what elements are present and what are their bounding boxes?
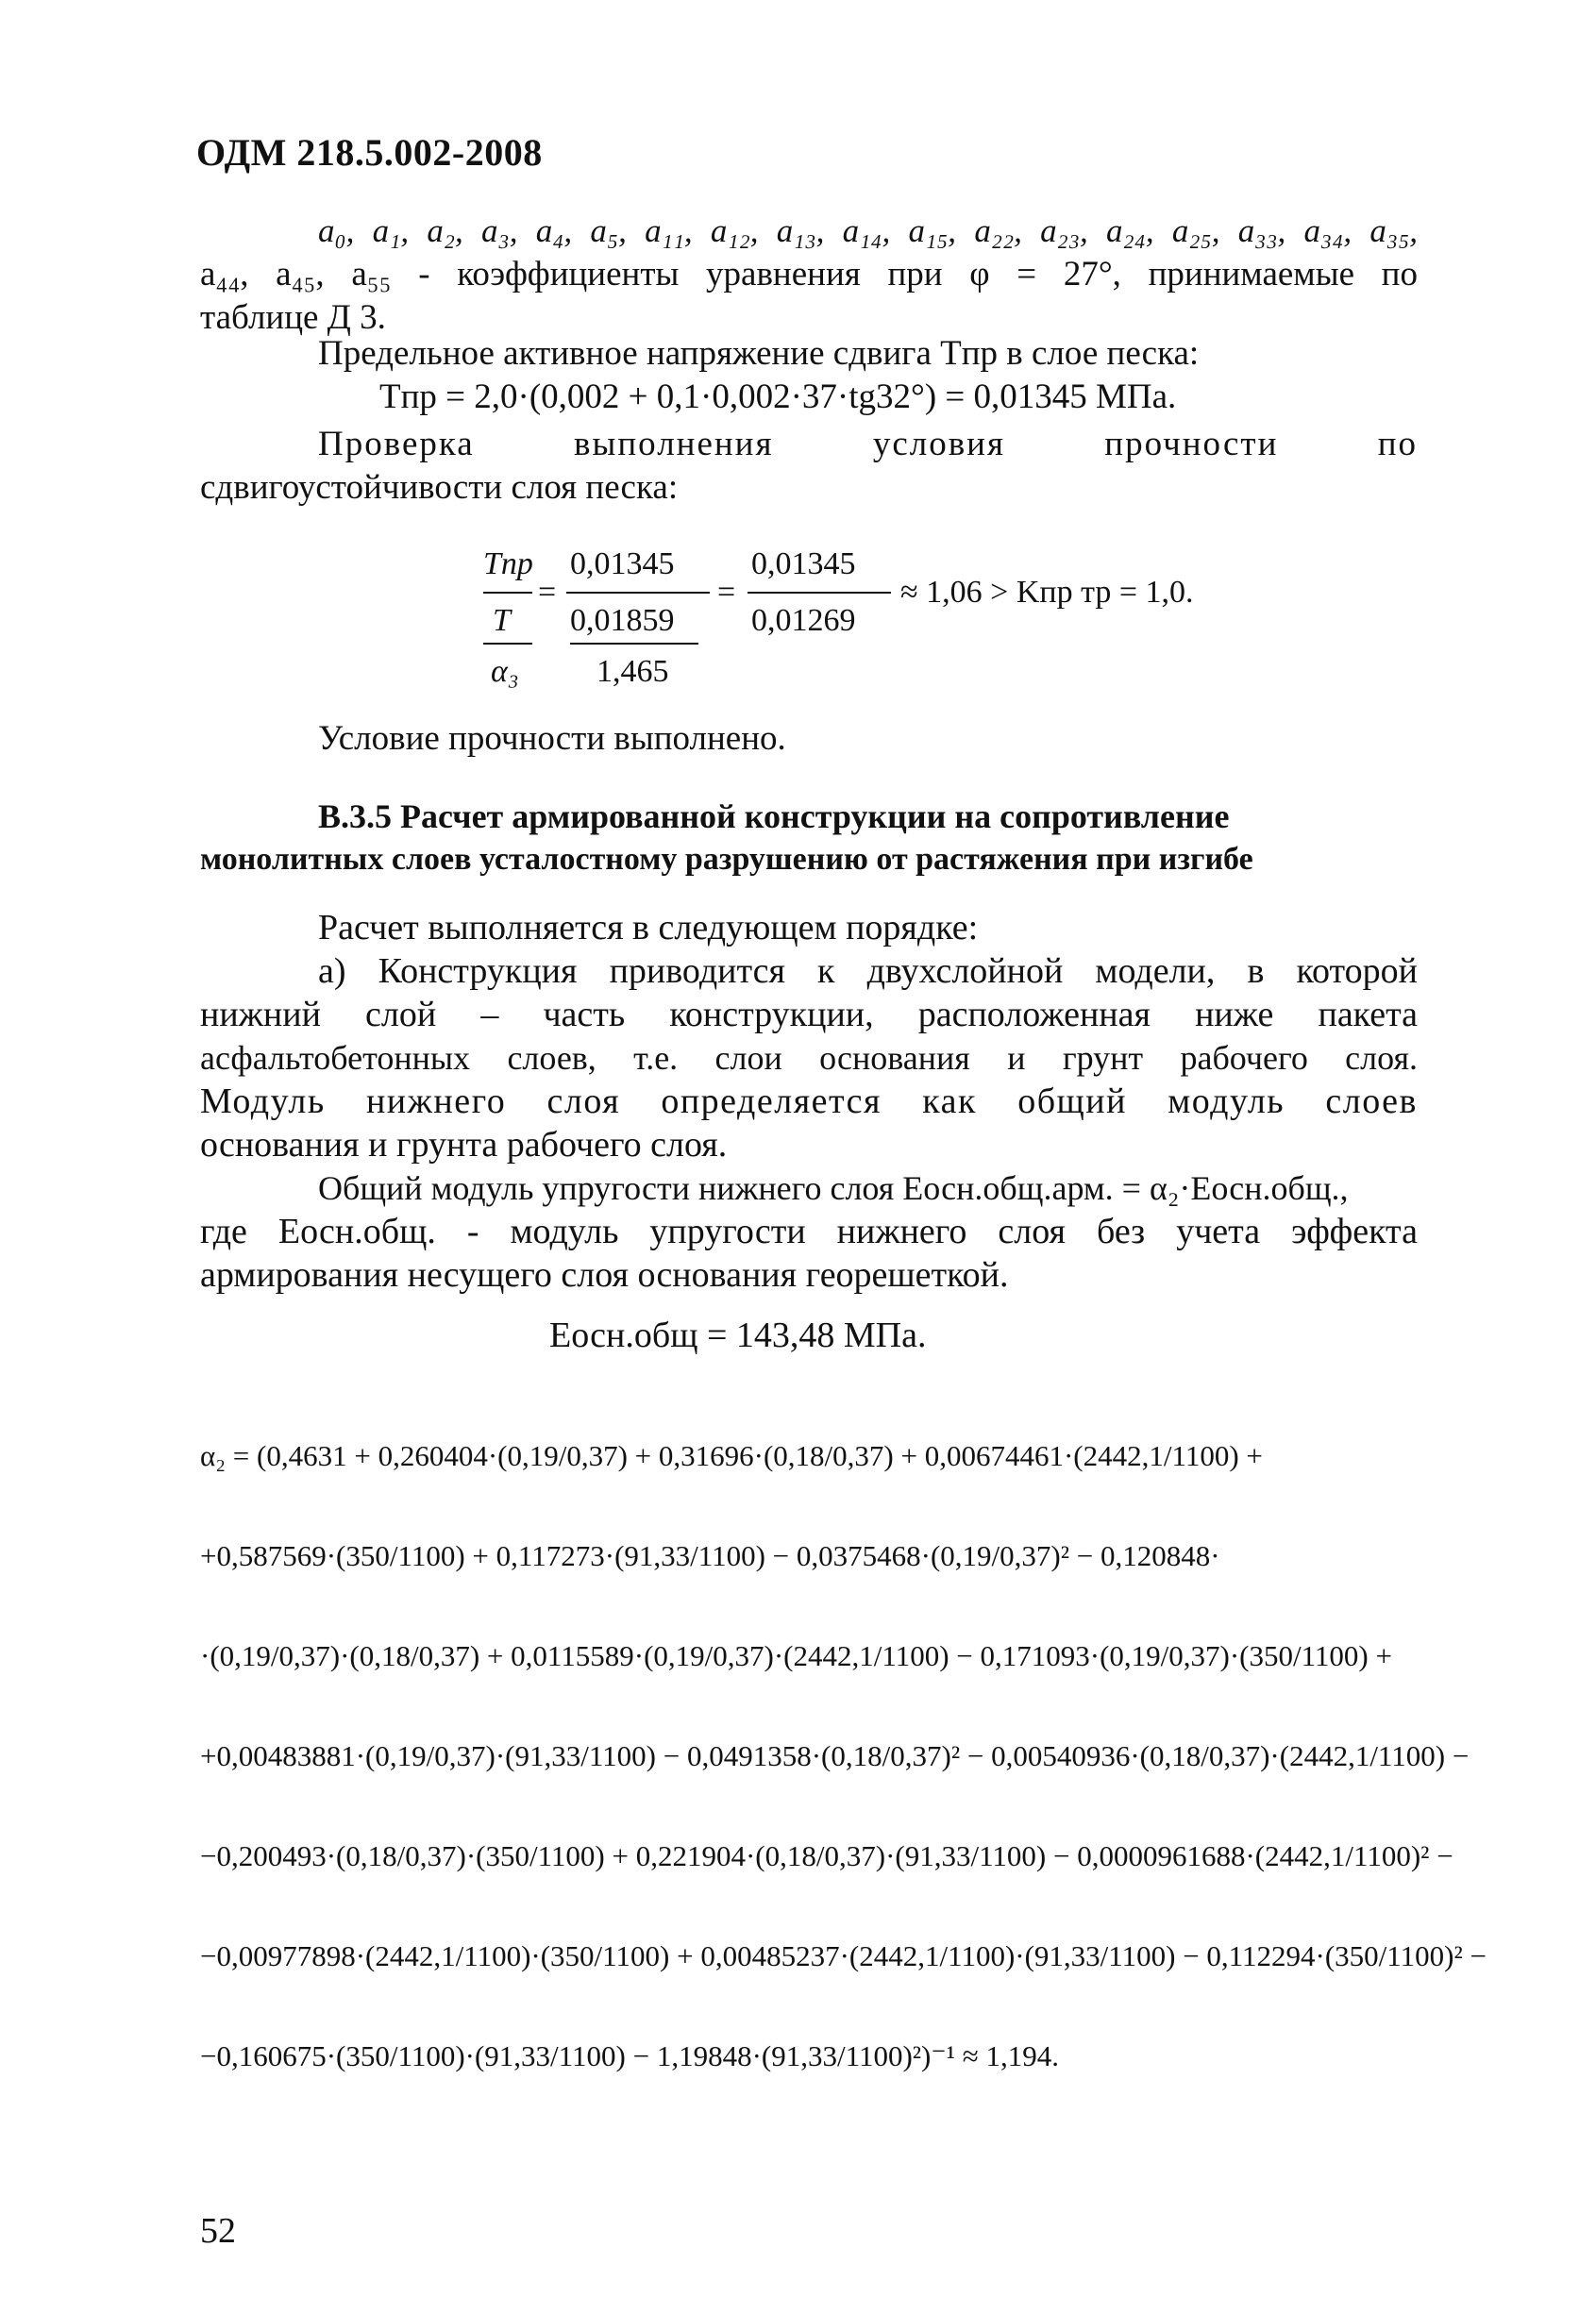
alpha-equation (200, 1406, 1487, 2106)
body-paragraph-2-line-3: асфальтобетонных слоев, т.е. слои основания и грунт рабочего слоя. (200, 1039, 1418, 1077)
document-header: ОДМ 218.5.002-2008 (196, 131, 543, 174)
strength-ratio-equation (200, 540, 1418, 700)
alpha-equation-line-1: α₂ = (0,4631 + 0,260404·(0,19/0,37) + 0,31696·(0,18/0,37) + 0,00674461·(2442,1/1100) + (200, 1439, 1263, 1472)
coefficients-line-1: a₀, a₁, a₂, a₃, a₄, a₅, a₁₁, a₁₂, a₁₃, a₁₄, a₁₅, a₂₂, a₂₃, a₂₄, a₂₅, a₃₃, a₃₄, a₃₅, (318, 212, 1418, 249)
ratio-den-2: 0,01269 (751, 603, 856, 638)
body-paragraph-1: Расчет выполняется в следующем порядке: (318, 908, 979, 947)
coefficients-paragraph (200, 210, 1418, 340)
shear-stress-paragraph (200, 332, 1418, 419)
shear-stress-formula: Tпр = 2,0·(0,002 + 0,1·0,002·37·tg32°) = 0,01345 МПа. (379, 377, 1177, 416)
alpha-equation-line-2: +0,587569·(350/1100) + 0,117273·(91,33/1100) − 0,0375468·(0,19/0,37)² − 0,120848· (200, 1539, 1220, 1572)
condition-satisfied-text (200, 717, 1418, 761)
body-paragraph-3-line-2: где Eосн.общ. - модуль упругости нижнего слоя без учета эффекта (200, 1212, 1418, 1251)
ratio-t: T (493, 603, 511, 638)
coefficients-line-3: таблице Д 3. (200, 298, 386, 337)
svg-text:=: = (717, 575, 736, 610)
body-paragraph-2-line-4: Модуль нижнего слоя определяется как общий модуль слоев (200, 1081, 1418, 1121)
body-paragraph-3-line-3: армирования несущего слоя основания георешеткой. (200, 1255, 1009, 1295)
condition-text: Условие прочности выполнено. (318, 719, 786, 758)
ratio-t-np: Tпр (483, 546, 533, 581)
body-paragraph-3-line-1: Общий модуль упругости нижнего слоя Eосн.общ.арм. = α₂·Eосн.общ., (318, 1169, 1349, 1207)
strength-check-line-2: сдвигоустойчивости слоя песка: (200, 468, 679, 507)
body-text (200, 906, 1418, 1357)
modulus-value: Eосн.общ = 143,48 МПа. (549, 1316, 927, 1355)
alpha-equation-line-7: −0,160675·(350/1100)·(91,33/1100) − 1,19848·(91,33/1100)²)⁻¹ ≈ 1,194. (200, 2039, 1060, 2072)
body-paragraph-2-line-5: основания и грунта рабочего слоя. (200, 1125, 728, 1165)
page-number: 52 (200, 2211, 236, 2251)
alpha-equation-line-3: ·(0,19/0,37)·(0,18/0,37) + 0,0115589·(0,19/0,37)·(2442,1/1100) − 0,171093·(0,19/0,37)·(350/1100) + (200, 1639, 1392, 1672)
alpha-equation-line-5: −0,200493·(0,18/0,37)·(350/1100) + 0,221904·(0,18/0,37)·(91,33/1100) − 0,0000961688·(2442,1/1100)² − (200, 1839, 1453, 1872)
svg-text:=: = (538, 575, 557, 610)
strength-check-line-1: Проверка выполнения условия прочности по (318, 425, 1418, 463)
ratio-a3: α₃ (491, 654, 519, 689)
section-title-line-2: монолитных слоев усталостному разрушению от растяжения при изгибе (200, 842, 1253, 877)
ratio-den-1b: 1,465 (596, 654, 669, 689)
coefficients-line-2: a₄₄, a₄₅, a₅₅ - коэффициенты уравнения при φ = 27°, принимаемые по (200, 255, 1418, 293)
section-title-line-1: В.3.5 Расчет армированной конструкции на сопротивление (318, 797, 1230, 835)
ratio-den-1: 0,01859 (570, 603, 675, 638)
ratio-num-2: 0,01345 (751, 546, 856, 581)
ratio-result: ≈ 1,06 > Kпр тр = 1,0. (900, 575, 1194, 610)
section-title (200, 795, 1418, 881)
alpha-equation-line-4: +0,00483881·(0,19/0,37)·(91,33/1100) − 0,0491358·(0,18/0,37)² − 0,00540936·(0,18/0,37)·(2442,1/1100) − (200, 1739, 1470, 1772)
alpha-equation-line-6: −0,00977898·(2442,1/1100)·(350/1100) + 0,00485237·(2442,1/1100)·(91,33/1100) − 0,112294·(350/1100)² − (200, 1939, 1487, 1972)
strength-check-paragraph (200, 423, 1418, 510)
body-paragraph-2-line-1: а) Конструкция приводится к двухслойной модели, в которой (318, 951, 1418, 991)
shear-stress-line: Предельное активное напряжение сдвига Tпр в слое песка: (318, 334, 1200, 373)
body-paragraph-2-line-2: нижний слой – часть конструкции, расположенная ниже пакета (200, 995, 1418, 1034)
ratio-num-1: 0,01345 (570, 546, 675, 581)
